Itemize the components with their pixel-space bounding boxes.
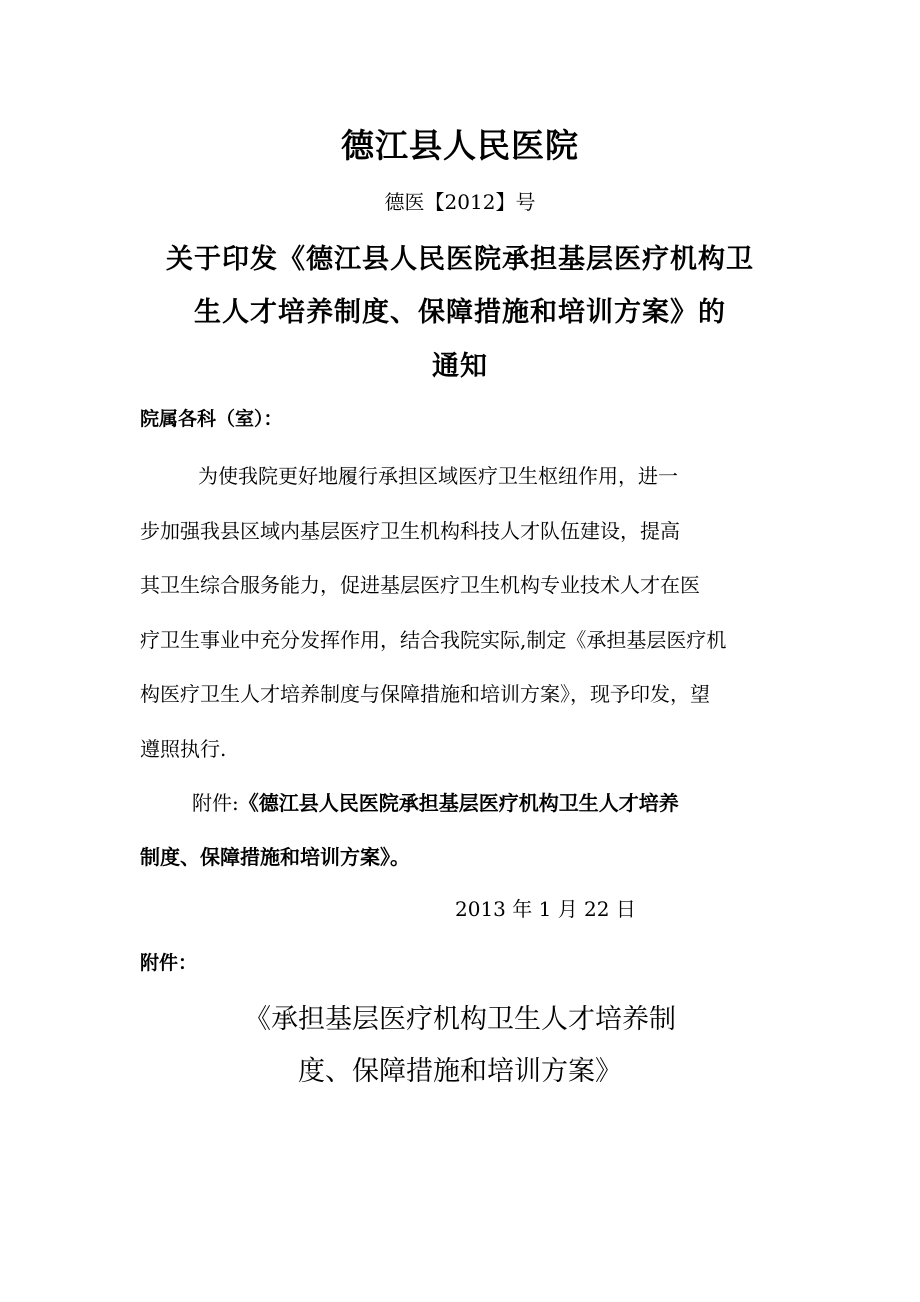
plan-title-line-1: 《承担基层医疗机构卫生人才培养制 [244, 1004, 676, 1035]
document-number: 德医【2012】号 [384, 190, 536, 214]
attachment-note-text-2: 制度、保障措施和培训方案》。 [140, 845, 410, 869]
body-line-6: 遵照执行. [140, 737, 227, 761]
attachment-note-line-1 [192, 787, 679, 816]
notice-title-line-2: 生人才培养制度、保障措施和培训方案》的 [194, 297, 726, 328]
attachment-note-line-2 [140, 841, 410, 870]
attachment-note-text-1: 《德江县人民医院承担基层医疗机构卫生人才培养 [238, 791, 679, 815]
body-line-1: 为使我院更好地履行承担区域医疗卫生枢纽作用，进一 [198, 464, 678, 488]
body-line-4: 疗卫生事业中充分发挥作用，结合我院实际,制定《承担基层医疗机 [140, 628, 727, 652]
addressee: 院属各科（室）： [140, 408, 283, 430]
notice-title-line-3: 通知 [432, 351, 488, 382]
hospital-name: 德江县人民医院 [341, 126, 579, 165]
notice-title-line-1: 关于印发《德江县人民医院承担基层医疗机构卫 [166, 244, 754, 275]
attachment-note-prefix: 附件: [192, 791, 239, 815]
body-line-2: 步加强我县区域内基层医疗卫生机构科技人才队伍建设，提高 [140, 519, 680, 543]
body-line-3: 其卫生综合服务能力，促进基层医疗卫生机构专业技术人才在医 [140, 573, 700, 597]
plan-title-line-2: 度、保障措施和培训方案》 [298, 1056, 622, 1087]
issue-date: 2013 年 1 月 22 日 [455, 897, 636, 921]
attachment-heading: 附件： [140, 952, 198, 974]
body-line-5: 构医疗卫生人才培养制度与保障措施和培训方案》，现予印发，望 [140, 682, 710, 706]
